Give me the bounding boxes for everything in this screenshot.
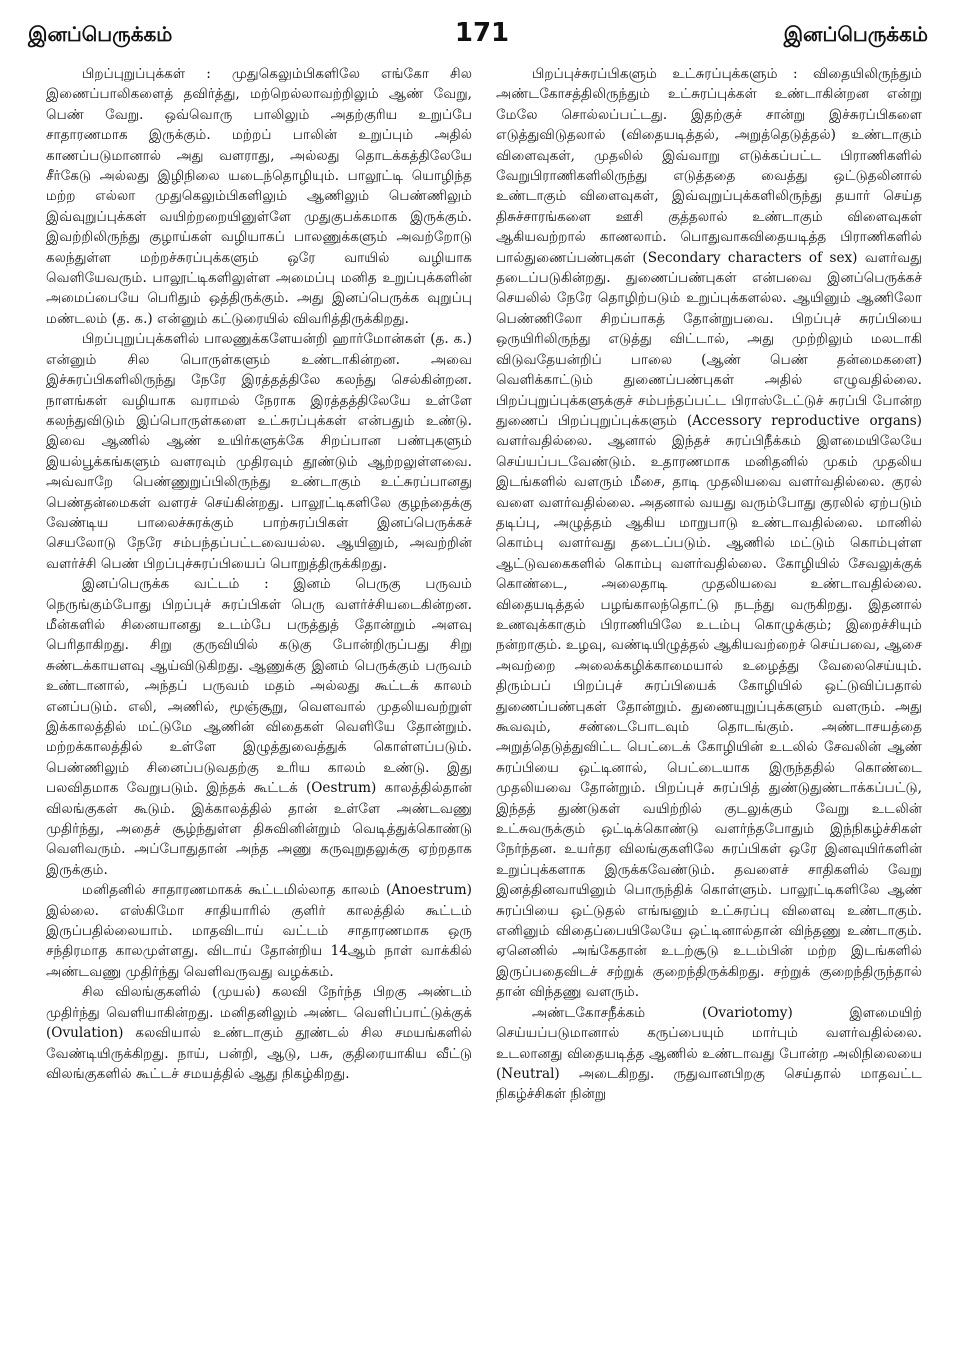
right-column [496,64,922,1354]
running-title-right: இனப்பெருக்கம் [783,22,928,46]
paragraph-anoestrum: மனிதனில் சாதாரணமாகக் கூட்டமில்லாத காலம் (Anoestrum) இல்லை. எஸ்கிமோ சாதியாரில் குளிர் காலத்தில் கூட்டம் இருப்பதில்லையாம். மாதவிடாய் வட்டம் சாதாரணமாக ஒரு சந்திரமாத காலமுள்ளது. விடாய் தோன்றிய 14ஆம் நாள் வாக்கில் அண்டவணு முதிர்ந்து வெளிவருவது வழக்கம். [46,882,472,980]
paragraph-ovariotomy: அண்டகோசநீக்கம் (Ovariotomy) இளமையிற் செய்யப்படுமானால் கருப்பையும் மார்பும் வளர்வதில்லை. உடலானது விதையடித்த ஆணில் உண்டாவது போன்ற அலிநிலையை (Neutral) அடைகிறது. ருதுவானபிறகு செய்தால் மாதவட்ட நிகழ்ச்சிகள் நின்று [496,1004,922,1103]
paragraph-breeding-cycle: இனப்பெருக்க வட்டம் : இனம் பெருகு பருவம் நெருங்கும்போது பிறப்புச் சுரப்பிகள் பெரு வளர்ச்சியடைகின்றன. மீன்களில் சினையானது உடம்பே பருத்துத் தோன்றும் அளவு பெரிதாகிறது. சிறு குருவியில் கடுகு போன்றிருப்பது சிறு சுண்டக்காயளவு ஆய்விடுகிறது. ஆணுக்கு இனம் பெருக்கும் பருவம் உண்டானால், அந்தப் பருவம் மதம் அல்லது கூட்டக் காலம் எனப்படும். எலி, அணில், மூஞ்சூறு, வெளவால் முதலியவற்றுள் இக்காலத்தில் மட்டுமே ஆணின் விதைகள் வெளியே தோன்றும். மற்றக்காலத்தில் உள்ளே இழுத்துவைத்துக் கொள்ளப்படும். பெண்ணிலும் சினைப்படுவதற்கு உரிய காலம் உண்டு. இது பலவிதமாக வேறுபடும். இந்தக் கூட்டக் (Oestrum) காலத்தில்தான் விலங்குகள் கூடும். இக்காலத்தில் தான் உள்ளே அண்டவணு முதிர்ந்து, அதைச் சூழ்ந்துள்ள திசுவினின்றும் வெடித்துக்கொண்டு வெளிவரும். அப்போதுதான் அந்த அணு கருவுறுதலுக்கு ஏற்றதாக இருக்கும். [46,576,472,878]
paragraph-ovulation: சில விலங்குகளில் (முயல்) கலவி நேர்ந்த பிறகு அண்டம் முதிர்ந்து வெளியாகின்றது. மனிதனிலும் அண்ட வெளிப்பாட்டுக்குக் (Ovulation) கலவியால் உண்டாகும் தூண்டல் சில சமயங்களில் வேண்டியிருக்கிறது. நாய், பன்றி, ஆடு, பசு, குதிரையாகிய வீட்டு விலங்குகளில் கூட்டச் சமயத்தில் ஆது நிகழ்கிறது. [46,984,472,1082]
page-number: 171 [454,18,510,48]
page-header [0,0,964,60]
paragraph-reproductive-organs: பிறப்புறுப்புக்கள் : முதுகெலும்பிகளிலே எங்கோ சில இணைப்பாலிகளைத் தவிர்த்து, மற்றெல்லாவற்றிலும் ஆண் வேறு, பெண் வேறு. ஒவ்வொரு பாலிலும் அதற்குரிய உறுப்பே சாதாரணமாக இருக்கும். மற்றப் பாலின் உறுப்பும் அதில் காணப்படுமானால் அது வளராது, அல்லது தொடக்கத்திலேயே சீர்கேடு அல்லது இழிநிலை யடைந்தொழியும். பாலூட்டி யொழிந்த மற்ற எல்லா முதுகெலும்பிகளிலும் ஆணிலும் பெண்ணிலும் இவ்வுறுப்புக்கள் வயிற்றறையினுள்ளே முதுகுபக்கமாக இருக்கும். இவற்றிலிருந்து குழாய்கள் வழியாகப் பாலணுக்களும் அவற்றோடு கலந்துள்ள மற்றச்சுரப்புக்களும் ஒரே வாயில் வழியாக வெளியேவரும். பாலூட்டிகளிலுள்ள அமைப்பு மனித உறுப்புக்களின் அமைப்பையே பெரிதும் ஒத்திருக்கும். அது இனப்பெருக்க வுறுப்பு மண்டலம் (த. க.) என்னும் கட்டுரையில் விவரித்திருக்கிறது. [46,66,472,327]
running-title-left: இனப்பெருக்கம் [28,22,173,46]
left-column [46,64,472,1354]
paragraph-hormones: பிறப்புறுப்புக்களில் பாலணுக்களேயன்றி ஹார்மோன்கள் (த. க.) என்னும் சில பொருள்களும் உண்டாகின்றன. அவை இச்சுரப்பிகளிலிருந்து நேரே இரத்தத்திலே கலந்து செல்கின்றன. நாளங்கள் வழியாக வராமல் நேராக இரத்தத்திலேயே உள்ளே கலந்துவிடும் இப்பொருள்களை உட்சுரப்புக்கள் என்பதும் உண்டு. இவை ஆணில் ஆண் உயிர்களுக்கே சிறப்பான பண்புகளும் இயல்பூக்கங்களும் வளரவும் முதிரவும் தூண்டும் ஆற்றலுள்ளவை. அவ்வாறே பெண்ணுறுப்பிலிருந்து உண்டாகும் உட்சுரப்பானது பெண்தன்மைகள் வளரச் செய்கின்றது. பாலூட்டிகளிலே குழந்தைக்கு வேண்டிய பாலைச்சுரக்கும் பாற்சுரப்பிகள் இனப்பெருக்கச் செயலோடு நேரே சம்பந்தப்பட்டவையல்ல. ஆயினும், அவற்றின் வளர்ச்சி பெண் பிறப்புச்சுரப்பியைப் பொறுத்திருக்கிறது. [46,331,472,572]
paragraph-glands-secretions: பிறப்புச்சுரப்பிகளும் உட்சுரப்புக்களும் : விதையிலிருந்தும் அண்டகோசத்திலிருந்தும் உட்சுரப்புக்கள் உண்டாகின்றன என்று மேலே சொல்லப்பட்டது. இதற்குச் சான்று இச்சுரப்பிகளை எடுத்துவிடுதலால் (விதையடித்தல், அறுத்தெடுத்தல்) உண்டாகும் விளைவுகள், முதலில் இவ்வாறு எடுக்கப்பட்ட பிராணிகளில் வேறுபிராணிகளிலிருந்து எடுத்ததை வைத்து ஒட்டுதலினால் உண்டாகும் விளைவுகள், இவ்வுறுப்புக்களிலிருந்து தயார் செய்த திசுச்சாரங்களை ஊசி குத்தலால் உண்டாகும் விளைவுகள் ஆகியவற்றால் காணலாம். பொதுவாகவிதையடித்த பிராணிகளில் பால்துணைப்பண்புகள் (Secondary characters of sex) வளர்வது தடைப்படுகின்றது. துணைப்பண்புகள் என்பவை இனப்பெருக்கச் செயலில் நேரே தொழிற்படும் உறுப்புக்களல்ல. ஆயினும் ஆணிலோ பெண்ணிலோ சிறப்பாகத் தோன்றுபவை. பிறப்புச் சுரப்பியை ஒருயிரிலிருந்து எடுத்து விட்டால், அது முற்றிலும் மலடாகி விடுவதேயன்றிப் பாலை (ஆண் பெண் தன்மைகளை) வெளிக்காட்டும் துணைப்பண்புகள் அதில் எழுவதில்லை. பிறப்புறுப்புக்களுக்குச் சம்பந்தப்பட்ட பிராஸ்டேட்டுச் சுரப்பி போன்ற துணைப் பிறப்புறுப்புக்களும் (Accessory reproductive organs) வளர்வதில்லை. ஆனால் இந்தச் சுரப்பிநீக்கம் இளமையிலேயே செய்யப்படவேண்டும். உதாரணமாக மனிதனில் முகம் முதலிய இடங்களில் வளரும் மீசை, தாடி முதலியவை வளர்வதில்லை. குரல் வளை வளர்வதில்லை. அதனால் வயது வரும்போது குரலில் ஏற்படும் தடிப்பு, அழுத்தம் ஆகிய மாறுபாடு உண்டாவதில்லை. மானில் கொம்பு வளர்வது தடைப்படும். ஆணில் மட்டும் கொம்புள்ள ஆட்டுவகைகளில் கொம்பு வளர்வதில்லை. கோழியில் சேவலுக்குக் கொண்டை, அலைதாடி முதலியவை உண்டாவதில்லை. விதையடித்தல் பழங்காலந்தொட்டு நடந்து வருகிறது. இதனால் உணவுக்காகும் பிராணியிலே உடம்பு கொழுக்கும்; இறைச்சியும் நன்றாகும். உழவு, வண்டியிழுத்தல் ஆகியவற்றைச் செய்பவை, ஆசை அவற்றை அலைக்கழிக்காமையால் உழைத்து வேலைசெய்யும். திரும்பப் பிறப்புச் சுரப்பியைக் கோழியில் ஒட்டுவிப்பதால் துணைப்பண்புகள் தோன்றும். துணையுறுப்புக்களும் வளரும். அது கூவவும், சண்டைபோடவும் தொடங்கும். அண்டாசயத்தை அறுத்தெடுத்துவிட்ட பெட்டைக் கோழியின் உடலில் சேவலின் ஆண் சுரப்பியை ஒட்டினால், பெட்டையாக இருந்ததில் கொண்டை முதலியவை தோன்றும். பிறப்புச் சுரப்பித் துண்டுதுண்டாக்கப்பட்டு, இந்தத் துண்டுகள் வயிற்றில் குடலுக்கும் வேறு உடலின் உட்சுவருக்கும் ஒட்டிக்கொண்டு வளர்ந்தபோதும் இந்நிகழ்ச்சிகள் நேர்ந்தன. உயர்தர விலங்குகளிலே சுரப்பிகள் ஒரே இனவுயிர்களின் உறுப்புக்களாக இருக்கவேண்டும். தவளைச் சாதிகளில் வேறு இனத்தினவாயினும் பொருந்திக் கொள்ளும். பாலூட்டிகளிலே ஆண் சுரப்பியை ஒட்டுதல் எங்ஙனும் உட்சுரப்பு விளைவு உண்டாகும். எனினும் விதைப்பையிலேயே ஒட்டினால்தான் விந்தணு உண்டாகும். ஏனெனில் அங்கேதான் உடற்சூடு உடம்பின் மற்ற இடங்களில் இருப்பதைவிடச் சற்றுக் குறைந்திருக்கிறது. சற்றுக் குறைந்திருந்தால் தான் விந்தணு வளரும். [496,66,922,1001]
